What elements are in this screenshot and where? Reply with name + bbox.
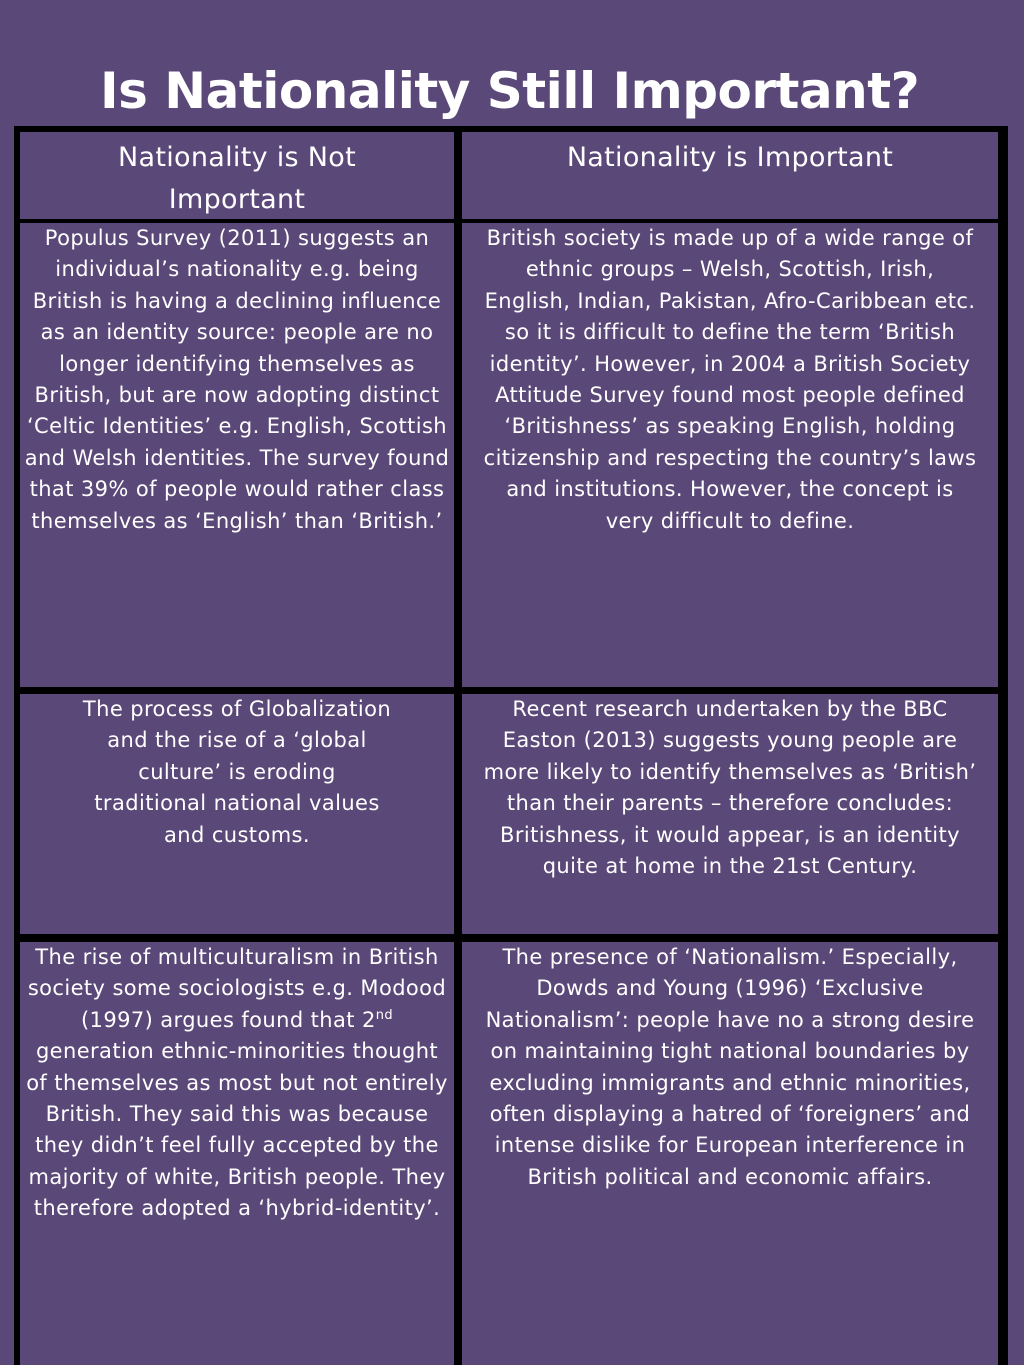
row2-not-important-text: The process of Globalization and the rise of a ‘global culture’ is eroding traditional national values and customs. (82, 697, 392, 847)
row2-important-text: Recent research undertaken by the BBC Easton (2013) suggests young people are more likely to identify themselves as ‘British’ than their parents – therefore concludes: Britishness, it would appear, is an identity quite at home in the 21st Century. (483, 697, 977, 879)
row3-superscript: nd (375, 1007, 394, 1023)
column-header-not-important-label: Nationality is Not Important (117, 142, 356, 215)
row3-important-text: The presence of ‘Nationalism.’ Especially, Dowds and Young (1996) ‘Exclusive Nationalism’: people have no a strong desire on maintaining tight national boundaries by excluding immigrants and ethnic minorities, often displaying a hatred of ‘foreigners’ and intense dislike for European interference in British political and economic affairs. (485, 945, 975, 1189)
column-header-not-important (20, 132, 454, 219)
row1-not-important-text: Populus Survey (2011) suggests an individual’s nationality e.g. being British is having a declining influence as an identity source: people are no longer identifying themselves as British, but are now adopting distinct ‘Celtic Identities’ e.g. English, Scottish and Welsh identities. The survey found that 39% of people would rather class themselves as ‘English’ than ‘British.’ (24, 226, 450, 533)
table-cell-row3-not-important (20, 942, 454, 1365)
page-title: Is Nationality Still Important? (100, 62, 920, 120)
row1-important-text: British society is made up of a wide range of ethnic groups – Welsh, Scottish, Irish, English, Indian, Pakistan, Afro-Caribbean etc. so it is difficult to define the term ‘British identity’. However, in 2004 a British Society Attitude Survey found most people defined ‘Britishness’ as speaking English, holding citizenship and respecting the country’s laws and institutions. However, the concept is very difficult to define. (483, 226, 977, 533)
table-cell-row1-important (462, 223, 998, 687)
column-header-important-label: Nationality is Important (566, 142, 894, 173)
column-header-important (462, 132, 998, 219)
comparison-table (14, 126, 1008, 1365)
table-cell-row1-not-important (20, 223, 454, 687)
row3-not-important-after: generation ethnic-minorities thought of themselves as most but not entirely British. They said this was because they didn’t feel fully accepted by the majority of white, British people. They therefore adopted a ‘hybrid-identity’. (26, 1039, 448, 1221)
table-cell-row2-important (462, 694, 998, 934)
table-cell-row3-important (462, 942, 998, 1365)
row3-not-important-before: The rise of multiculturalism in British society some sociologists e.g. Modood (1997) argues found that 2 (27, 945, 447, 1032)
table-cell-row2-not-important (20, 694, 454, 934)
